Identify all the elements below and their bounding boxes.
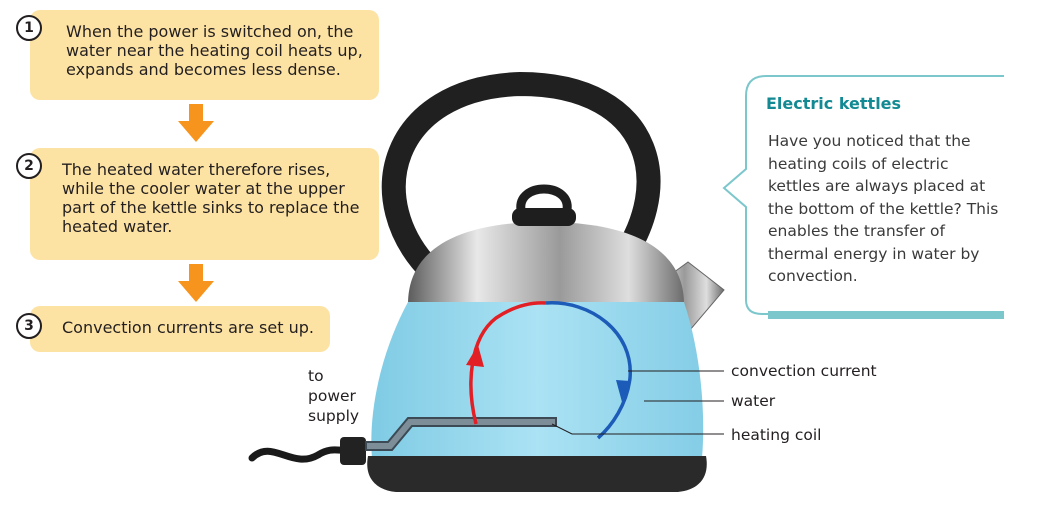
- step-text-3: Convection currents are set up.: [62, 318, 314, 337]
- step-text-1: When the power is switched on, the water near the heating coil heats up, expands and becomes less dense.: [66, 22, 363, 79]
- callout-title: Electric kettles: [766, 94, 902, 113]
- label-power-supply: [308, 366, 359, 426]
- power-plug: [340, 437, 366, 465]
- step-number-3: 3: [16, 313, 42, 339]
- power-label-line-3: supply: [308, 407, 360, 425]
- callout-body: Have you noticed that the heating coils of electric kettles are always placed at the bottom of the kettle? This enables the transfer of thermal energy in water by convection.: [768, 132, 999, 285]
- power-label-line-2: power: [308, 387, 356, 405]
- power-label-line-1: to: [308, 367, 324, 385]
- step-number-1: 1: [16, 15, 42, 41]
- step-number-2: 2: [16, 153, 42, 179]
- step-text-2: The heated water therefore rises, while the cooler water at the upper part of the kettle sinks to replace the heated water.: [62, 160, 360, 236]
- label-heating-coil: heating coil: [731, 426, 822, 444]
- kettle-base: [367, 456, 707, 492]
- label-convection-current: convection current: [731, 362, 877, 380]
- label-water: water: [731, 392, 776, 410]
- lid-knob: [521, 189, 567, 210]
- power-cord: [252, 450, 352, 459]
- water-body: [371, 302, 703, 458]
